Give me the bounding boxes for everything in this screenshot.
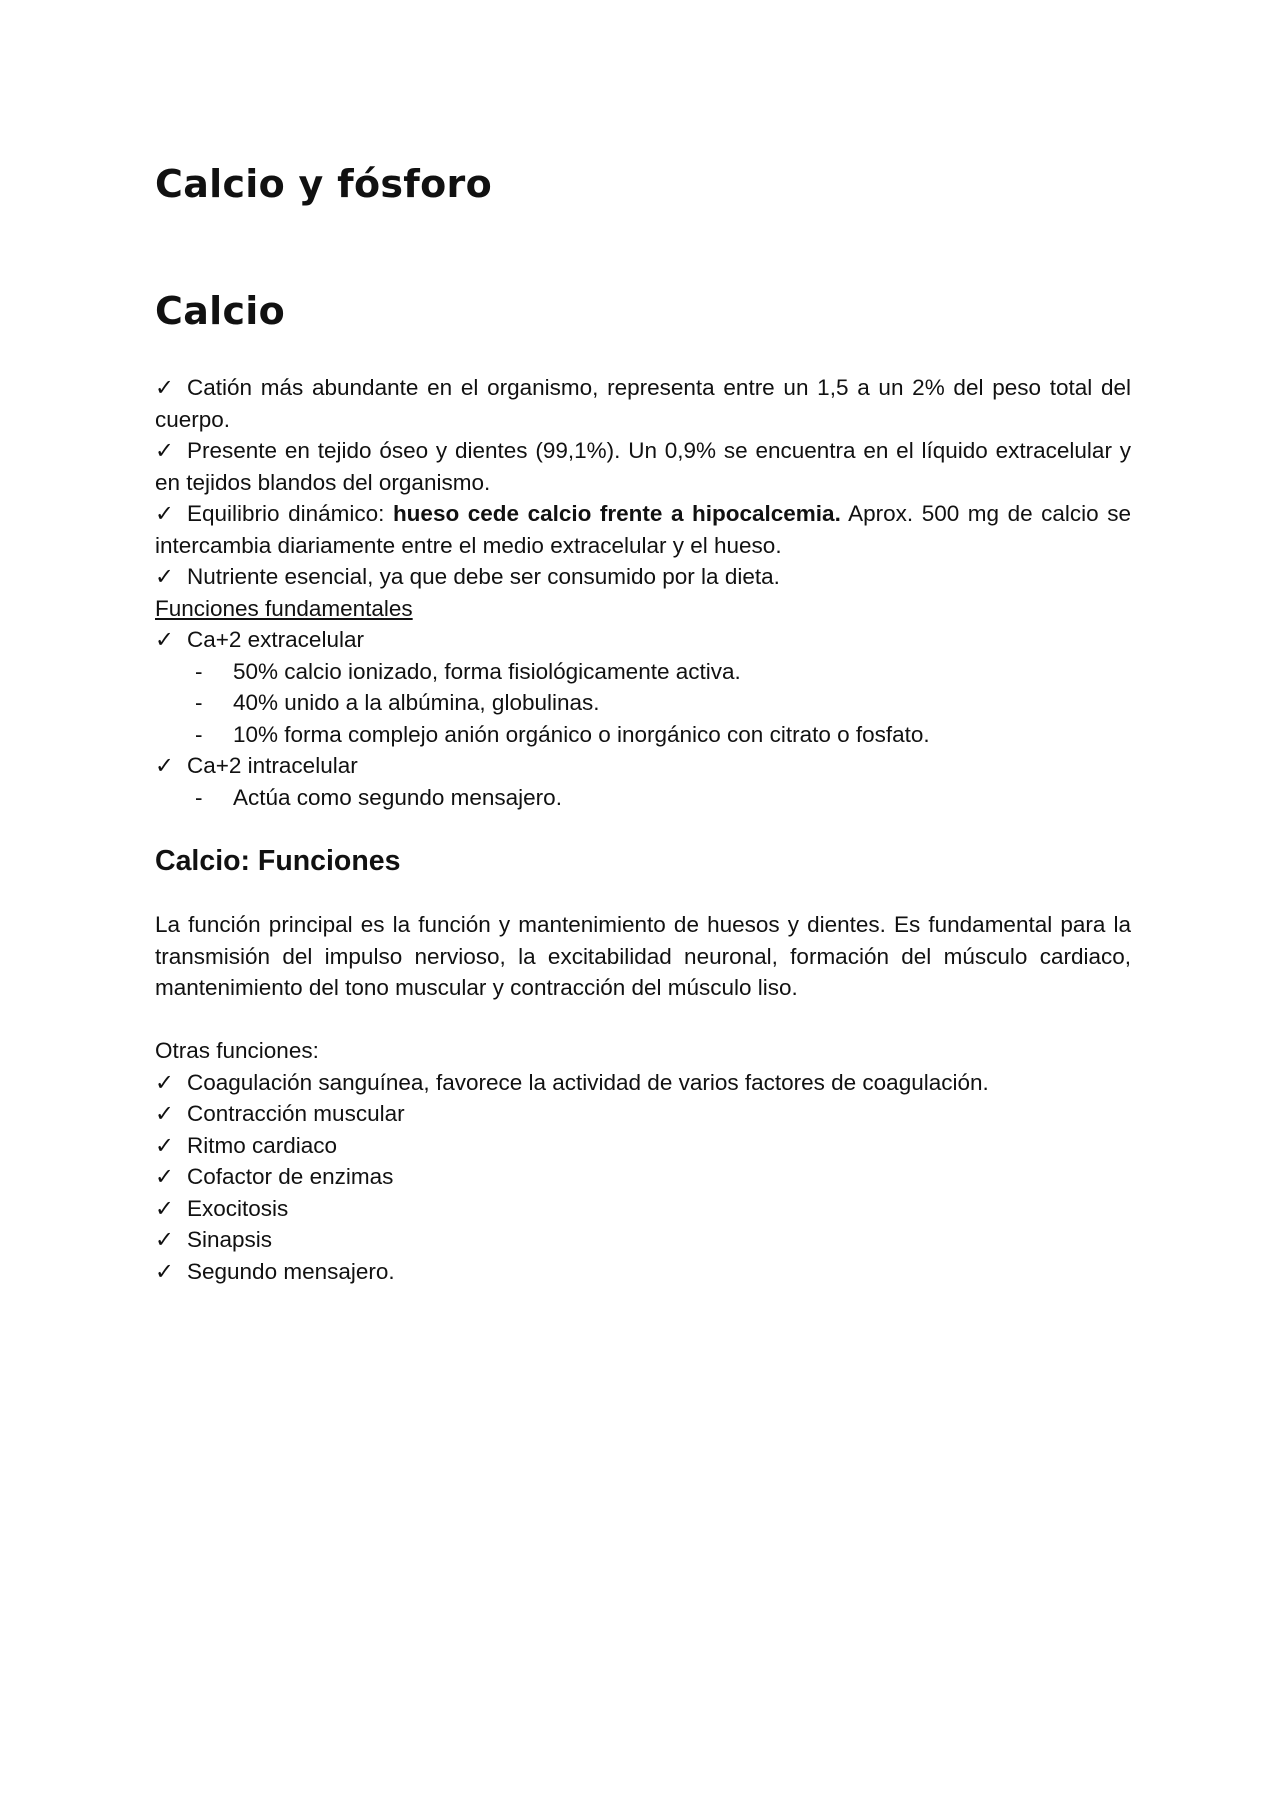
item-text: Actúa como segundo mensajero. (233, 784, 562, 810)
item-text: Ca+2 intracelular (187, 753, 358, 778)
check-item (155, 561, 1131, 593)
other-functions-heading: Otras funciones: (155, 1038, 319, 1063)
dash-item (155, 687, 1131, 719)
item-text-pre: Equilibrio dinámico: (187, 501, 393, 526)
checkmark-icon: ✓ (155, 501, 174, 526)
other-function-item (155, 1224, 1131, 1256)
dash-item (155, 782, 1131, 814)
item-text: Exocitosis (187, 1195, 289, 1221)
item-text: Presente en tejido óseo y dientes (99,1%). Un 0,9% se encuentra en el líquido extracelular y en tejidos blandos del organismo. (155, 438, 1131, 495)
dash-bullet: - (195, 784, 203, 810)
other-function-item (155, 1161, 1131, 1193)
item-text: Ritmo cardiaco (187, 1132, 338, 1158)
item-text-bold: hueso cede calcio frente a hipocalcemia. (392, 501, 841, 526)
check-item (155, 498, 1131, 561)
item-text: Sinapsis (187, 1227, 273, 1252)
other-function-item (155, 1130, 1131, 1162)
functions-paragraph: La función principal es la función y mantenimiento de huesos y dientes. Es fundamental para la transmisión del impulso nervioso, la excitabilidad neuronal, formación del músculo cardiaco, mantenimiento del tono muscular y contracción del músculo liso. (155, 912, 1131, 1000)
check-item (155, 372, 1131, 435)
intracellular-item (155, 750, 1131, 782)
item-text-post: Aprox. 500 mg de calcio se intercambia diariamente entre el medio extracelular y el hueso. (155, 501, 1131, 558)
checkmark-icon: ✓ (155, 1195, 174, 1221)
functions-title: Calcio: Funciones (155, 845, 401, 877)
dash-item (155, 719, 1131, 751)
item-text: Ca+2 extracelular (187, 627, 364, 652)
other-function-item (155, 1256, 1131, 1288)
checkmark-icon: ✓ (155, 753, 174, 778)
checkmark-icon: ✓ (155, 375, 174, 400)
item-text: 40% unido a la albúmina, globulinas. (233, 690, 600, 715)
item-text: 50% calcio ionizado, forma fisiológicamente activa. (233, 658, 741, 684)
item-text: 10% forma complejo anión orgánico o inorgánico con citrato o fosfato. (233, 721, 930, 747)
checkmark-icon: ✓ (155, 1132, 174, 1158)
other-function-item (155, 1067, 1131, 1099)
other-function-item (155, 1193, 1131, 1225)
check-item (155, 435, 1131, 498)
checkmark-icon: ✓ (155, 564, 174, 589)
document-body (155, 372, 1131, 1287)
item-text: Nutriente esencial, ya que debe ser consumido por la dieta. (187, 564, 780, 589)
section-title: Calcio (155, 289, 286, 333)
item-text: Cofactor de enzimas (187, 1164, 394, 1189)
checkmark-icon: ✓ (155, 1069, 174, 1095)
dash-bullet: - (195, 721, 203, 747)
checkmark-icon: ✓ (155, 627, 174, 652)
item-text: Segundo mensajero. (187, 1258, 395, 1284)
item-text: Contracción muscular (187, 1101, 405, 1126)
dash-bullet: - (195, 658, 203, 684)
checkmark-icon: ✓ (155, 1227, 174, 1252)
document-title: Calcio y fósforo (155, 162, 492, 206)
fundamental-functions-heading: Funciones fundamentales (155, 595, 413, 621)
checkmark-icon: ✓ (155, 438, 174, 463)
item-text: Coagulación sanguínea, favorece la actividad de varios factores de coagulación. (187, 1069, 989, 1095)
checkmark-icon: ✓ (155, 1164, 174, 1189)
item-text: Catión más abundante en el organismo, representa entre un 1,5 a un 2% del peso total del cuerpo. (155, 375, 1131, 432)
spacer (155, 1004, 1131, 1036)
extracellular-item (155, 624, 1131, 656)
checkmark-icon: ✓ (155, 1101, 174, 1126)
other-function-item (155, 1098, 1131, 1130)
checkmark-icon: ✓ (155, 1258, 174, 1284)
dash-item (155, 656, 1131, 688)
dash-bullet: - (195, 690, 203, 715)
